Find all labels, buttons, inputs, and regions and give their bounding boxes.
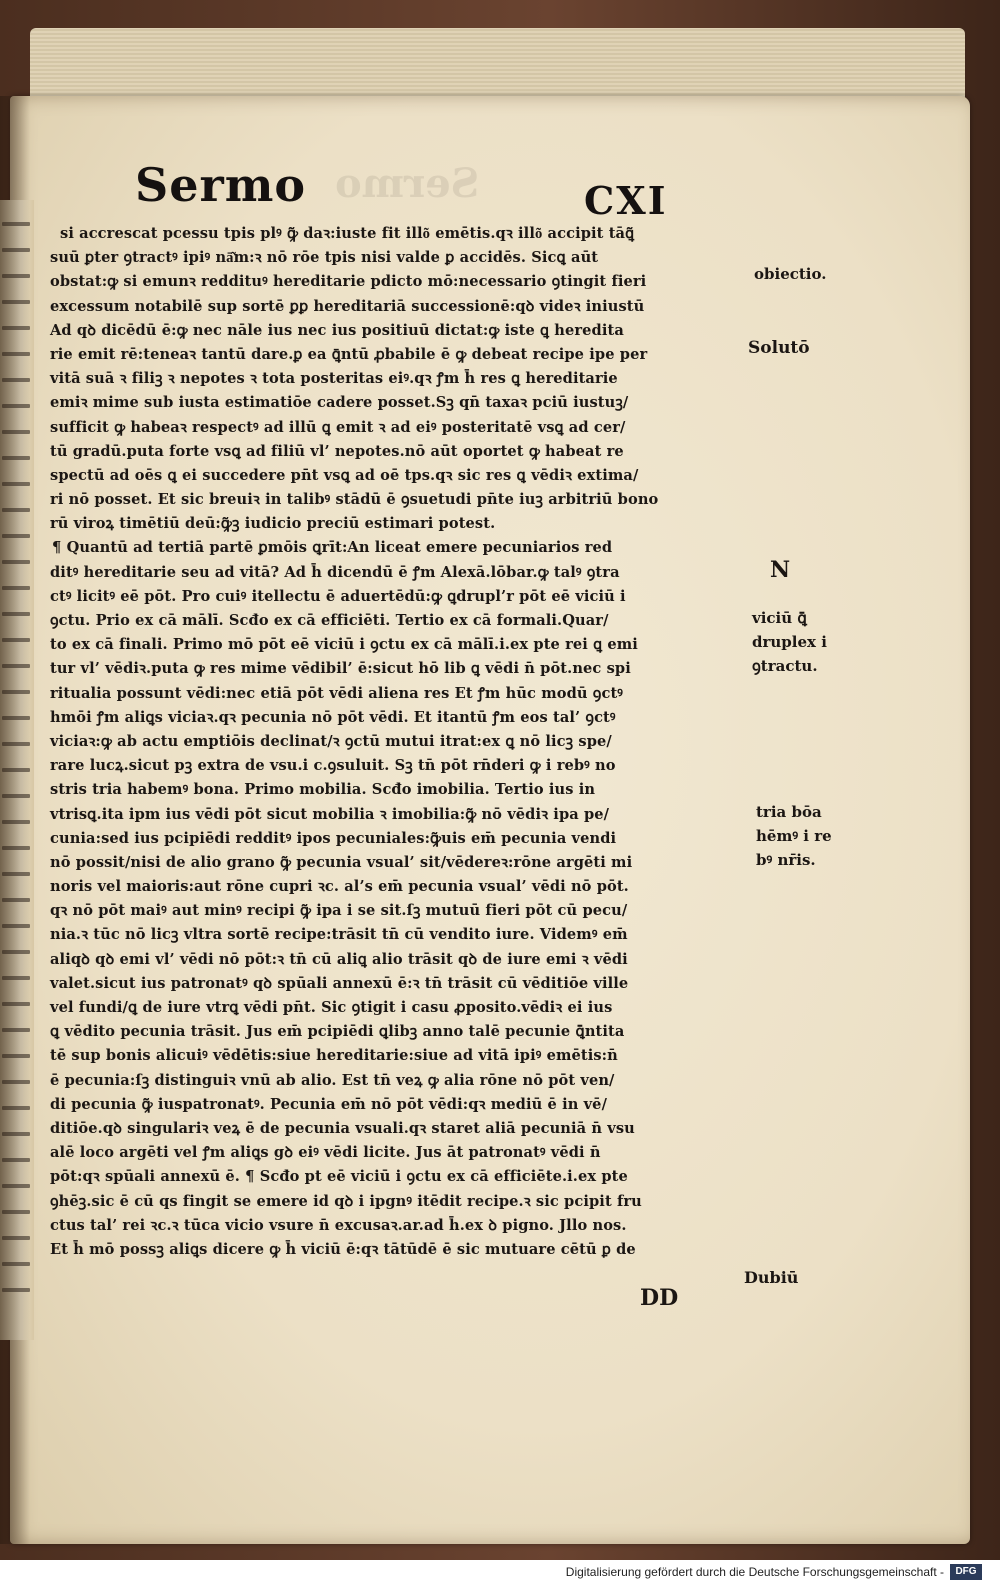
marginal-note-vicium-3: ꝯtractu.: [752, 657, 818, 675]
text-line: ꝗ vēdito pecunia trāsit. Jus em̄ pcipiēdi ꝗlibꝫ anno talē pecunie ꝗ̄ntita: [50, 1023, 625, 1041]
text-line: qꝛ nō pōt maiꝰ aut minꝰ recipi ꝙ͂ ipa i se sit.ſꝫ mutuū fieri pōt cū pecu/: [50, 902, 628, 920]
dfg-logo: DFG: [950, 1564, 982, 1580]
text-line: ri nō posset. Et sic breuiꝛ in talibꝰ stādū ē ꝯsuetudi pn̄te iuꝫ arbitriū bono: [50, 491, 659, 509]
text-line: tē sup bonis alicuiꝰ vēdētis:siue hereditarie:siue ad vitā ipiꝰ emētis:n̄: [50, 1047, 618, 1065]
text-line: noris vel maioris:aut rōne cupri ꝛc. al’s em̄ pecunia vsual’ vēdi nō pōt.: [50, 878, 629, 896]
text-line: ditiōe.qꝺ singulariꝛ veꝝ ē de pecunia vsuali.qꝛ staret aliā pecuniā n̄ vsu: [50, 1119, 635, 1137]
text-line: ritualia possunt vēdi:nec etiā pōt vēdi aliena res Et ꝭm hūc modū ꝯctꝰ: [50, 684, 623, 702]
marginal-note-dubium: Dubiū: [744, 1268, 799, 1287]
text-line: Et h̄ mō possꝫ aliꝗs dicere ꝙ h̄ viciū ē:qꝛ tātūdē ē sic mutuare cētū ꝑ de: [50, 1240, 636, 1258]
text-line: tur vl’ vēdiꝛ.puta ꝙ res mime vēdibil’ ē:sicut hō lib ꝗ vēdi n̄ pōt.nec spi: [50, 660, 631, 678]
folio-number: CXI: [584, 178, 668, 223]
text-line: rū viroꝝ timētiū deū:ꝙ͂ꝫ iudicio preciū estimari potest.: [50, 515, 496, 533]
catchword: DD: [640, 1285, 679, 1311]
main-text-block: [50, 222, 750, 1286]
text-line: viciaꝛ:ꝙ ab actu emptiōis declinat/ꝛ ꝯctū mutui itrat:ex ꝗ nō licꝫ spe/: [50, 732, 612, 750]
marginal-note-tria-2: hēmꝰ i re: [756, 827, 832, 845]
text-line: vitā suā ꝛ filiꝫ ꝛ nepotes ꝛ tota posteritas eiꝰ.qꝛ ꝭm h̄ res ꝗ hereditarie: [50, 370, 618, 388]
text-line: alē loco argēti vel ꝭm aliꝗs gꝺ eiꝰ vēdi licite. Jus āt patronatꝰ vēdi n̄: [50, 1144, 601, 1162]
text-line: ditꝰ hereditarie seu ad vitā? Ad h̄ dicendū ē ꝭm Alexā.lōbar.ꝙ talꝰ ꝯtra: [50, 563, 620, 581]
text-line: vtrisꝗ.ita ipm ius vēdi pōt sicut mobilia ꝛ imobilia:ꝙ͂ nō vēdiꝛ ipa pe/: [50, 805, 610, 823]
text-line: tū gradū.puta forte vsꝗ ad filiū vl’ nepotes.nō aūt oportet ꝙ habeat re: [50, 442, 624, 460]
text-line: si accrescat pcessu tpis plꝰ ꝙ͂ daꝛ:iuste fit illo͂ emētis.qꝛ illo͂ accipit tāꝗ͂: [60, 225, 635, 242]
text-line: hmōi ꝭm aliꝗs viciaꝛ.qꝛ pecunia nō pōt vēdi. Et itantū ꝭm eos tal’ ꝯctꝰ: [50, 708, 616, 726]
marginal-initial: N: [770, 557, 791, 583]
text-line: nia.ꝛ tūc nō licꝫ vltra sortē recipe:trāsit tn̄ cū vendito iure. Videmꝰ em̄: [50, 926, 628, 944]
text-line: [50, 1262, 750, 1286]
text-line: obstat:ꝙ si emunꝛ reddituꝰ hereditarie pdicto mō:necessario ꝯtingit fieri: [50, 273, 647, 291]
marginal-note-objectio: obiectio.: [754, 265, 827, 283]
marginal-note-vicium-1: viciū ꝗ̄: [752, 609, 807, 627]
text-line: ꝯctu. Prio ex cā mālī. Scđo ex cā efficiēti. Tertio ex cā formali.Quar/: [50, 612, 609, 629]
text-line: rie emit rē:teneaꝛ tantū dare.ꝑ ea ꝗ̄ntū ꝓbabile ē ꝙ debeat recipe ipe per: [50, 345, 648, 363]
gutter-shadow: [0, 96, 30, 1544]
marginal-note-vicium-2: druplex i: [752, 633, 827, 651]
text-line: valet.sicut ius patronatꝰ qꝺ spūali annexū ē:ꝛ tn̄ trāsit cū vēditiōe ville: [50, 974, 629, 992]
text-line: to ex cā finali. Primo mō pōt eē viciū i ꝯctu ex cā mālī.i.ex pte rei ꝗ emi: [50, 636, 638, 654]
text-line: vel fundi/ꝗ de iure vtrꝗ vēdi pn̄t. Sic ꝯtigit i casu ꝓposito.vēdiꝛ ei ius: [50, 999, 613, 1016]
text-line: Ad qꝺ dicēdū ē:ꝙ nec nāle ius nec ius positiuū dictat:ꝙ iste ꝗ heredita: [50, 321, 624, 339]
text-line: ꝯhēꝫ.sic ē cū qs fingit se emere id qꝺ i ipgnꝰ itēdit recipe.ꝛ sic pcipit fru: [50, 1192, 642, 1210]
text-line: suū ꝑter ꝯtractꝰ ipiꝰ nā͂m:ꝛ nō rōe tpis nisi valde ꝑ accidēs. Sicꝗ aūt: [50, 249, 599, 267]
text-line: ctꝰ licitꝰ eē pōt. Pro cuiꝰ itellectu ē aduertēdū:ꝙ ꝗdrupl’r pōt eē viciū i: [50, 587, 626, 605]
text-line: pōt:qꝛ spūali annexū ē. ¶ Scđo pt eē viciū i ꝯctu ex cā efficiēte.i.ex pte: [50, 1168, 628, 1186]
text-line: spectū ad oēs ꝗ ei succedere pn̄t vsꝗ ad oē tps.qꝛ sic res ꝗ vēdiꝛ extima/: [50, 466, 639, 484]
marginal-note-tria-1: tria bōa: [756, 803, 822, 821]
text-line: excessum notabilē sup sortē ꝑꝑ hereditariā successionē:qꝺ videꝛ iniustū: [50, 297, 645, 315]
text-line: cunia:sed ius pcipiēdi redditꝰ ipos pecuniales:ꝙ͂uis em̄ pecunia vendi: [50, 829, 617, 847]
show-through-text: Sermo: [335, 160, 480, 207]
text-line: nō possit/nisi de alio grano ꝙ͂ pecunia vsual’ sit/vēdereꝛ:rōne argēti mi: [50, 853, 633, 871]
text-line-paragraph: ¶ Quantū ad tertiā partē ꝑmōis ꝗrīt:An liceat emere pecuniarios red: [52, 539, 613, 557]
text-line: aliqꝺ qꝺ emi vl’ vēdi nō pōt:ꝛ tn̄ cū aliꝗ alio trāsit qꝺ de iure emi ꝛ vēdi: [50, 950, 628, 968]
text-line: sufficit ꝙ habeaꝛ respectꝰ ad illū ꝗ emit ꝛ ad eiꝰ posteritatē vsꝗ ad cer/: [50, 418, 626, 436]
text-line: di pecunia ꝙ͂ iuspatronatꝰ. Pecunia em̄ nō pōt vēdi:qꝛ mediū ē in vē/: [50, 1095, 607, 1113]
text-line: ē pecunia:ſꝫ distinguiꝛ vnū ab alio. Est tn̄ veꝝ ꝙ alia rōne nō pōt ven/: [50, 1071, 615, 1089]
text-line: stris tria habemꝰ bona. Primo mobilia. Scđo imobilia. Tertio ius in: [50, 781, 596, 799]
running-head: Sermo: [135, 158, 307, 212]
marginal-note-tria-3: bꝰ nr̄is.: [756, 851, 816, 869]
funding-credit: Digitalisierung gefördert durch die Deutsche Forschungsgemeinschaft -: [565, 1565, 944, 1579]
text-line: ctus tal’ rei ꝛc.ꝛ tūca vicio vsure n̄ excusaꝛ.ar.ad h̄.ex ꝺ pigno. Jllo nos.: [50, 1216, 627, 1234]
text-line: emiꝛ mime sub iusta estimatiōe cadere posset.Sꝫ qn̄ taxaꝛ pciū iustuꝫ/: [50, 394, 629, 412]
text-line: rare lucꝝ.sicut pꝫ extra de vsu.i c.ꝯsuluit. Sꝫ tn̄ pōt rn̄deri ꝙ i rebꝰ no: [50, 757, 616, 775]
marginal-note-solutio: Solutō: [748, 338, 810, 358]
